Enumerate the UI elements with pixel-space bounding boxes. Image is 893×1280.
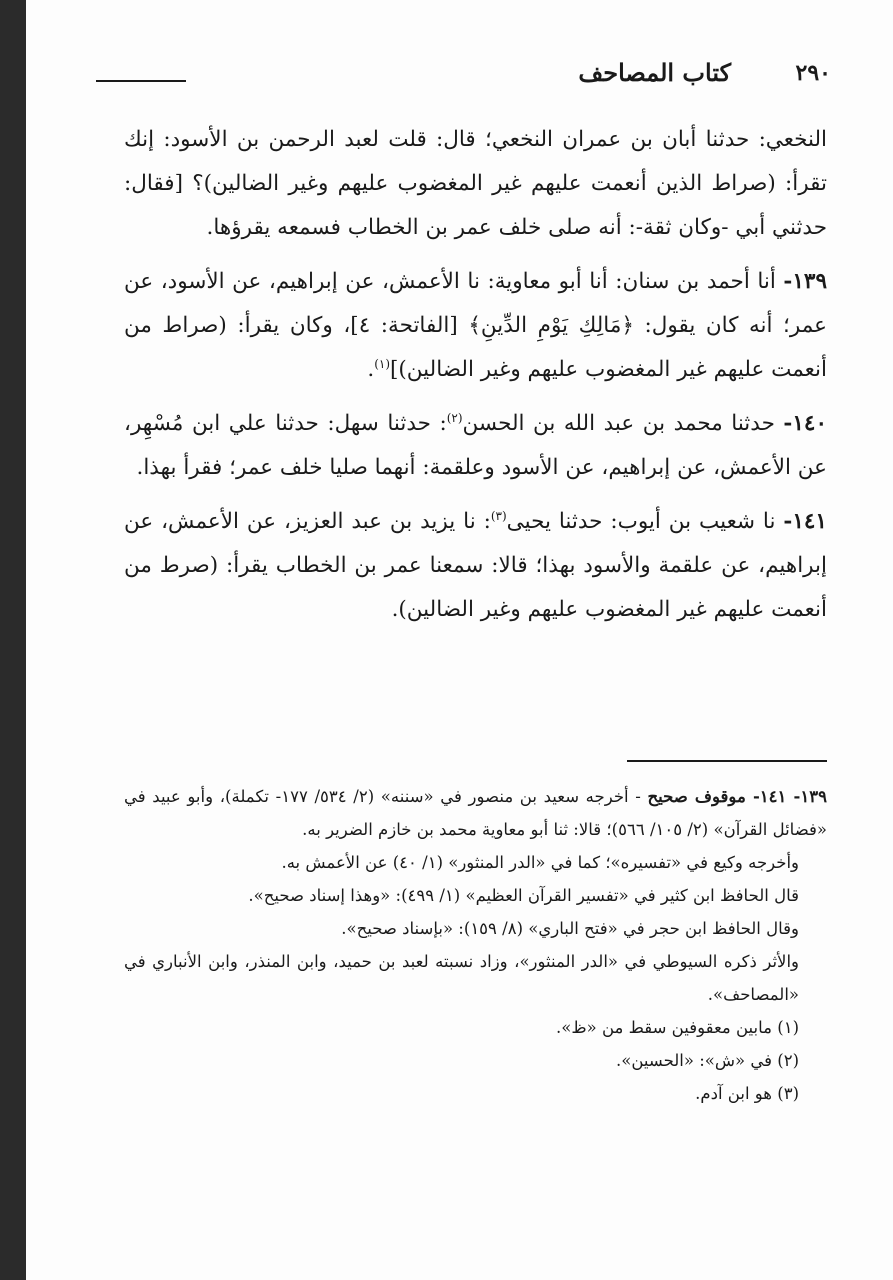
takhrij-waki: وأخرجه وكيع في «تفسيره»؛ كما في «الدر المنثور» (١/ ٤٠) عن الأعمش به. <box>281 853 799 872</box>
main-text <box>124 118 827 642</box>
paragraph-140-text-b: : حدثنا سهل: حدثنا علي ابن مُسْهِر، عن الأعمش، عن إبراهيم، عن الأسود وعلقمة: أنهما صليا خلف عمر؛ فقرأ بهذا. <box>124 411 827 480</box>
takhrij-paragraph <box>124 780 827 846</box>
footnote-ref-3: (٣) <box>490 508 507 523</box>
takhrij-suyuti: والأثر ذكره السيوطي في «الدر المنثور»، وزاد نسبته لعبد بن حميد، وابن المنذر، وابن الأنباري في «المصاحف». <box>124 952 799 1004</box>
hadith-number-141: ١٤١- <box>783 509 827 534</box>
book-page <box>26 0 893 1280</box>
paragraph-1: النخعي: حدثنا أبان بن عمران النخعي؛ قال: قلت لعبد الرحمن بن الأسود: إنك تقرأ: (صراط الذين أنعمت عليهم غير المغضوب عليهم وغير الضالين)؟ [فقال: حدثني أبي -وكان ثقة-: أنه صلى خلف عمر بن الخطاب فسمعه يقرؤها. <box>124 127 827 240</box>
paragraph-140-text-a: حدثنا محمد بن عبد الله بن الحسن <box>462 411 775 436</box>
paragraph-139-text: أنا أحمد بن سنان: أنا أبو معاوية: نا الأعمش، عن إبراهيم، عن الأسود، عن عمر؛ أنه كان يقول: ﴿مَالِكِ يَوْمِ الدِّينِ﴾ [الفاتحة: ٤]، وكان يقرأ: (صراط من أنعمت عليهم غير المغضوب عليهم وغير الضالين)] <box>124 269 827 382</box>
scan-left-edge <box>0 0 26 1280</box>
paragraph-139 <box>124 260 827 392</box>
paragraph-141-text-a: نا شعيب بن أيوب: حدثنا يحيى <box>506 509 776 534</box>
paragraph-141 <box>124 500 827 632</box>
footnote-2: (٢) في «ش»: «الحسين». <box>616 1051 799 1070</box>
paragraph-140 <box>124 402 827 490</box>
paragraph-139-end: . <box>367 357 375 382</box>
page-number: ٢٩٠ <box>795 60 831 86</box>
footnote-ref-2: (٢) <box>446 410 463 425</box>
hadith-number-139: ١٣٩- <box>783 269 827 294</box>
footnote-divider <box>627 760 827 762</box>
footnote-ref-1: (١) <box>374 356 391 371</box>
footnotes <box>124 780 827 1110</box>
takhrij-ibn-kathir: قال الحافظ ابن كثير في «تفسير القرآن العظيم» (١/ ٤٩٩): «وهذا إسناد صحيح». <box>248 886 799 905</box>
takhrij-text: - أخرجه سعيد بن منصور في «سننه» (٢/ ٥٣٤/ ١٧٧- تكملة)، وأبو عبيد في «فضائل القرآن» (٢/ ١٠٥/ ٥٦٦)؛ قالا: ثنا أبو معاوية محمد بن خازم الضرير به. <box>124 787 827 839</box>
page-header <box>96 58 831 92</box>
footnote-1: (١) مابين معقوفين سقط من «ظ». <box>556 1018 799 1037</box>
takhrij-heading: ١٣٩- ١٤١- موقوف صحيح <box>647 787 827 806</box>
header-rule <box>96 80 186 82</box>
paragraph-141-text-b: : نا يزيد بن عبد العزيز، عن الأعمش، عن إبراهيم، عن علقمة والأسود بهذا؛ قالا: سمعنا عمر بن الخطاب يقرأ: (صرط من أنعمت عليهم غير المغضوب عليهم وغير الضالين). <box>124 509 827 622</box>
book-title: كتاب المصاحف <box>578 58 731 87</box>
footnote-3: (٣) هو ابن آدم. <box>695 1084 799 1103</box>
hadith-number-140: ١٤٠- <box>783 411 828 436</box>
takhrij-ibn-hajar: وقال الحافظ ابن حجر في «فتح الباري» (٨/ ١٥٩): «بإسناد صحيح». <box>341 919 799 938</box>
